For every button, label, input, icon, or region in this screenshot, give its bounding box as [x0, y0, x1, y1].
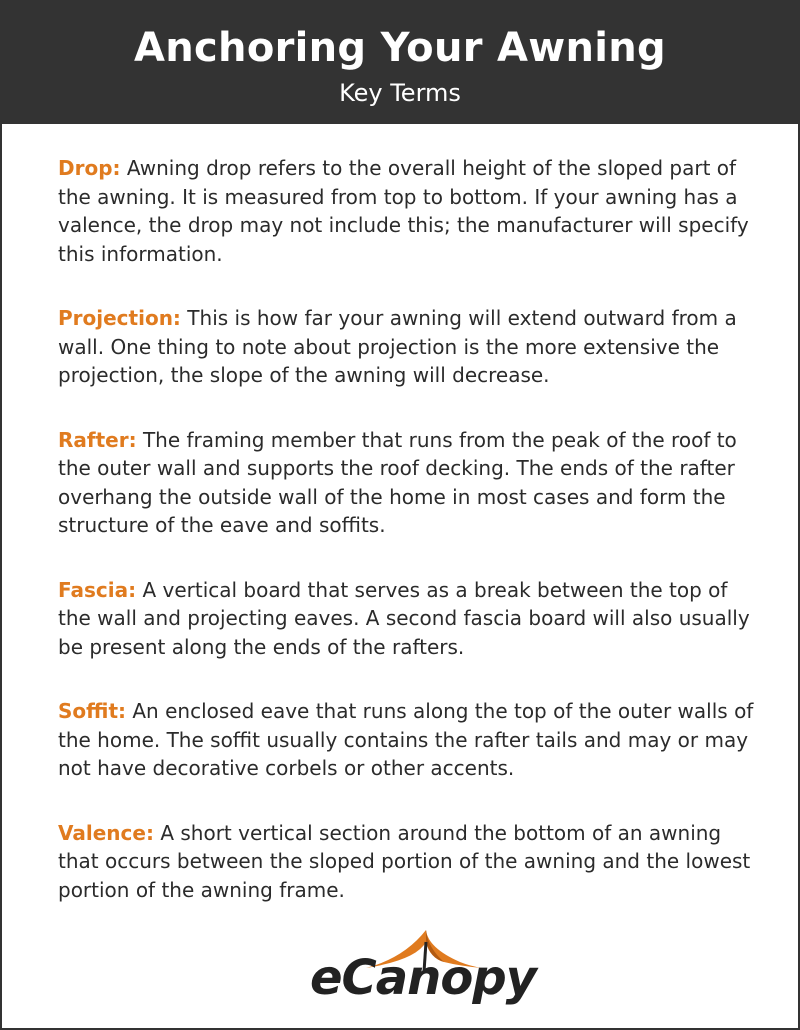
term-fascia: [58, 576, 758, 662]
key-terms-list: [58, 154, 758, 940]
term-valence: [58, 819, 758, 905]
term-name: Drop:: [58, 156, 121, 180]
page-subtitle: Key Terms: [339, 79, 461, 107]
ecanopy-logo: [302, 928, 536, 1010]
term-name: Projection:: [58, 306, 181, 330]
term-name: Soffit:: [58, 699, 127, 723]
term-projection: [58, 304, 758, 390]
term-name: Fascia:: [58, 577, 137, 602]
term-definition: A vertical board that serves as a break between the top of the wall and projecting eaves. A second fascia board will also usually be present along the ends of the rafters.: [58, 577, 750, 659]
term-name: Valence:: [58, 820, 154, 845]
term-name: Rafter:: [58, 427, 137, 452]
term-definition: A short vertical section around the bottom of an awning that occurs between the sloped portion of the awning and the lowest portion of the awning frame.: [58, 820, 751, 902]
logo-wordmark: eCanopy: [310, 950, 536, 1006]
term-rafter: [58, 426, 758, 540]
term-definition: The framing member that runs from the peak of the roof to the outer wall and supports the roof decking. The ends of the rafter overhang the outside wall of the home in most cases and form the structure of the eave and soffits.: [58, 427, 737, 537]
header-banner: [2, 2, 798, 124]
term-soffit: [58, 697, 758, 783]
term-definition: Awning drop refers to the overall height of the sloped part of the awning. It is measured from top to bottom. If your awning has a valence, the drop may not include this; the manufacturer will specify this information.: [58, 156, 749, 266]
term-definition: An enclosed eave that runs along the top of the outer walls of the home. The soffit usually contains the rafter tails and may or may not have decorative corbels or other accents.: [58, 699, 754, 780]
term-definition: This is how far your awning will extend outward from a wall. One thing to note about projection is the more extensive the projection, the slope of the awning will decrease.: [58, 306, 737, 387]
page-title: Anchoring Your Awning: [134, 25, 666, 71]
term-drop: [58, 154, 758, 268]
